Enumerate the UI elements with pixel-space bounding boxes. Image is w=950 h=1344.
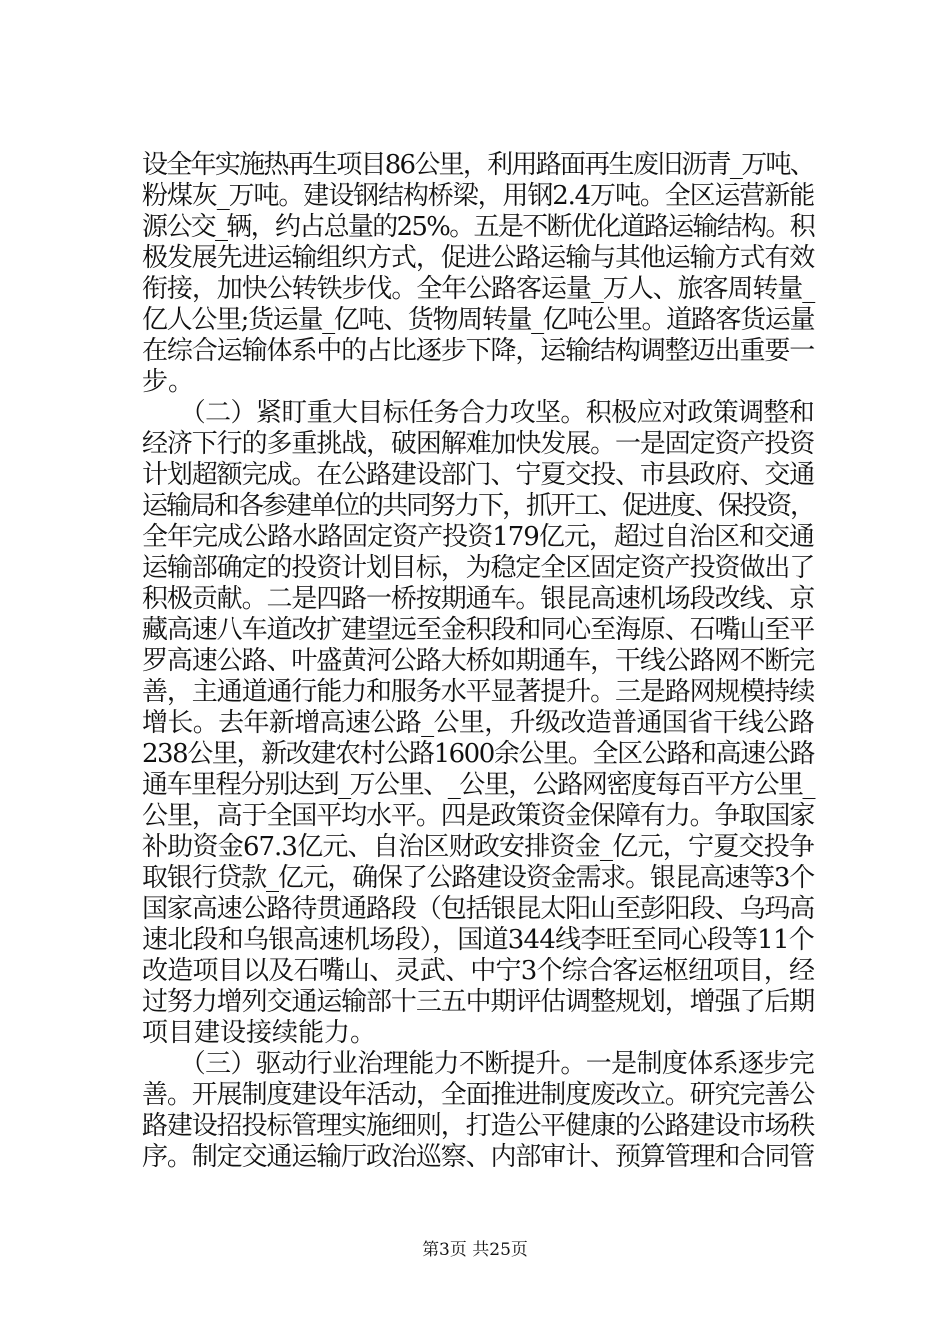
text-line: 238公里，新改建农村公路1600余公里。全区公路和高速公路 bbox=[142, 739, 814, 769]
text-line: （三）驱动行业治理能力不断提升。一是制度体系逐步完 bbox=[142, 1049, 814, 1079]
text-line: 国家高速公路待贯通路段（包括银昆太阳山至彭阳段、乌玛高 bbox=[142, 894, 814, 924]
text-line: 序。制定交通运输厅政治巡察、内部审计、预算管理和合同管 bbox=[142, 1142, 814, 1172]
text-line: 公里，高于全国平均水平。四是政策资金保障有力。争取国家 bbox=[142, 801, 814, 831]
text-line: 罗高速公路、叶盛黄河公路大桥如期通车，干线公路网不断完 bbox=[142, 646, 814, 676]
text-line: 亿人公里;货运量_亿吨、货物周转量_亿吨公里。道路客货运量 bbox=[142, 305, 814, 335]
text-line: 在综合运输体系中的占比逐步下降，运输结构调整迈出重要一 bbox=[142, 336, 814, 366]
text-line: 源公交_辆，约占总量的25%。五是不断优化道路运输结构。积 bbox=[142, 212, 814, 242]
text-line: 过努力增列交通运输部十三五中期评估调整规划，增强了后期 bbox=[142, 987, 814, 1017]
text-line: 极发展先进运输组织方式，促进公路运输与其他运输方式有效 bbox=[142, 243, 814, 273]
text-line: 善。开展制度建设年活动，全面推进制度废改立。研究完善公 bbox=[142, 1080, 814, 1110]
text-line: 步。 bbox=[142, 367, 195, 397]
text-line: 全年完成公路水路固定资产投资179亿元，超过自治区和交通 bbox=[142, 522, 814, 552]
text-line: 路建设招投标管理实施细则，打造公平健康的公路建设市场秩 bbox=[142, 1111, 814, 1141]
text-line: 衔接，加快公转铁步伐。全年公路客运量_万人、旅客周转量_ bbox=[142, 274, 814, 304]
text-line: 改造项目以及石嘴山、灵武、中宁3个综合客运枢纽项目，经 bbox=[142, 956, 815, 986]
text-line: 善，主通道通行能力和服务水平显著提升。三是路网规模持续 bbox=[142, 677, 814, 707]
text-line: 设全年实施热再生项目86公里，利用路面再生废旧沥青_万吨、 bbox=[142, 150, 814, 180]
text-line: 取银行贷款_亿元，确保了公路建设资金需求。银昆高速等3个 bbox=[142, 863, 814, 893]
text-line: 项目建设接续能力。 bbox=[142, 1018, 377, 1048]
text-line: 补助资金67.3亿元、自治区财政安排资金_亿元，宁夏交投争 bbox=[142, 832, 814, 862]
text-line: 通车里程分别达到_万公里、_公里，公路网密度每百平方公里_ bbox=[142, 770, 814, 800]
text-line: 藏高速八车道改扩建望远至金积段和同心至海原、石嘴山至平 bbox=[142, 615, 814, 645]
text-line: 粉煤灰_万吨。建设钢结构桥梁，用钢2.4万吨。全区运营新能 bbox=[142, 181, 814, 211]
text-line: 运输部确定的投资计划目标，为稳定全区固定资产投资做出了 bbox=[142, 553, 814, 583]
text-line: 经济下行的多重挑战，破困解难加快发展。一是固定资产投资 bbox=[142, 429, 814, 459]
text-line: （二）紧盯重大目标任务合力攻坚。积极应对政策调整和 bbox=[142, 398, 814, 428]
text-line: 计划超额完成。在公路建设部门、宁夏交投、市县政府、交通 bbox=[142, 460, 814, 490]
text-line: 积极贡献。二是四路一桥按期通车。银昆高速机场段改线、京 bbox=[142, 584, 814, 614]
page-footer: 第3页 共25页 bbox=[422, 1240, 528, 1260]
text-line: 运输局和各参建单位的共同努力下，抓开工、促进度、保投资， bbox=[142, 491, 815, 521]
text-line: 增长。去年新增高速公路_公里，升级改造普通国省干线公路 bbox=[142, 708, 814, 738]
body-text bbox=[142, 150, 814, 1173]
text-line: 速北段和乌银高速机场段），国道344线李旺至同心段等11个 bbox=[142, 925, 814, 955]
